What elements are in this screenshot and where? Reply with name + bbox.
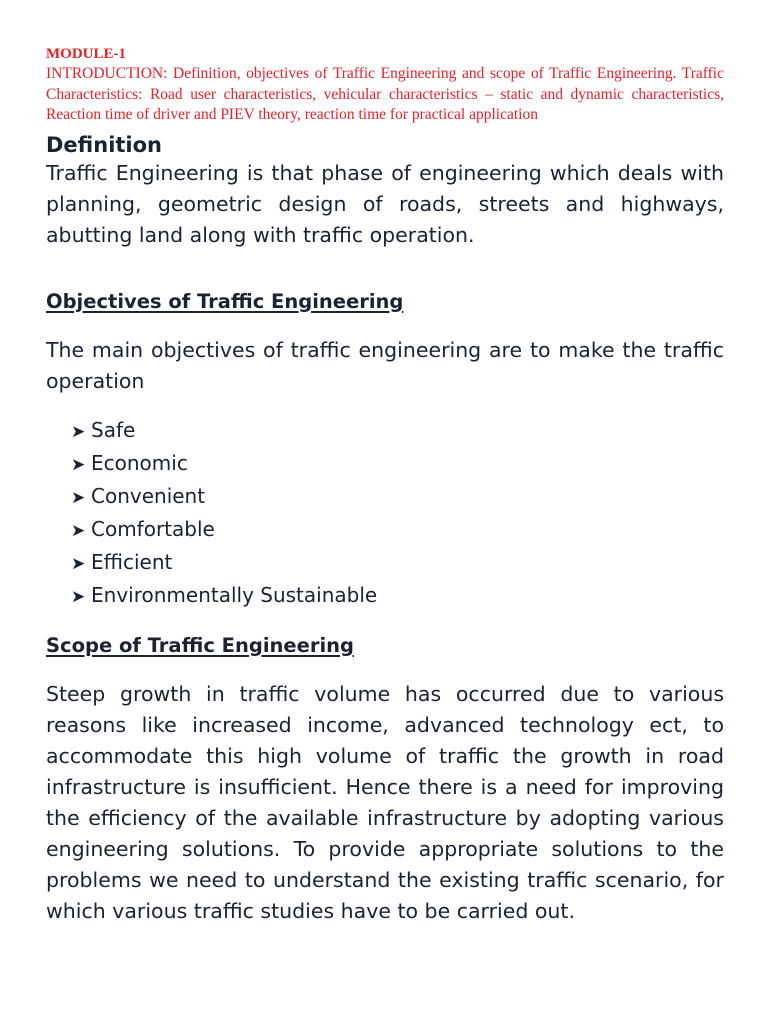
module-intro: INTRODUCTION: Definition, objectives of Traffic Engineering and scope of Traffic Engineering. Traffic Characteristics: Road user characteristics, vehicular characteristics – static and dynamic characteristics, Reaction time of driver and PIEV theory, reaction time for practical application [46, 65, 724, 123]
list-item [71, 580, 724, 613]
list-item-label: Efficient [91, 549, 173, 574]
list-item [71, 448, 724, 481]
list-item-label: Safe [91, 417, 136, 442]
list-item [71, 514, 724, 547]
arrow-bullet-icon: ➤ [71, 520, 86, 541]
definition-heading: Definition [46, 132, 163, 157]
arrow-bullet-icon: ➤ [71, 454, 86, 475]
scope-text: Steep growth in traffic volume has occurred due to various reasons like increased income, advanced technology ect, to accommodate this high volume of traffic the growth in road infrastructure is insufficient. Hence there is a need for improving the efficiency of the available infrastructure by adopting various engineering solutions. To provide appropriate solutions to the problems we need to understand the existing traffic scenario, for which various traffic studies have to be carried out. [46, 681, 724, 923]
arrow-bullet-icon: ➤ [71, 586, 86, 607]
list-item [71, 415, 724, 448]
objectives-list [46, 415, 724, 613]
objectives-intro: The main objectives of traffic engineering are to make the traffic operation [46, 337, 724, 393]
list-item-label: Economic [91, 450, 188, 475]
list-item-label: Comfortable [91, 516, 215, 541]
list-item [71, 481, 724, 514]
objectives-heading: Objectives of Traffic Engineering [46, 289, 404, 313]
definition-text: Traffic Engineering is that phase of engineering which deals with planning, geometric design of roads, streets and highways, abutting land along with traffic operation. [46, 160, 724, 247]
list-item-label: Convenient [91, 483, 206, 508]
arrow-bullet-icon: ➤ [71, 487, 86, 508]
scope-heading: Scope of Traffic Engineering [46, 633, 354, 657]
arrow-bullet-icon: ➤ [71, 421, 86, 442]
list-item-label: Environmentally Sustainable [91, 582, 378, 607]
list-item [71, 547, 724, 580]
arrow-bullet-icon: ➤ [71, 553, 86, 574]
document-page [46, 44, 724, 927]
module-title: MODULE-1 [46, 46, 126, 62]
